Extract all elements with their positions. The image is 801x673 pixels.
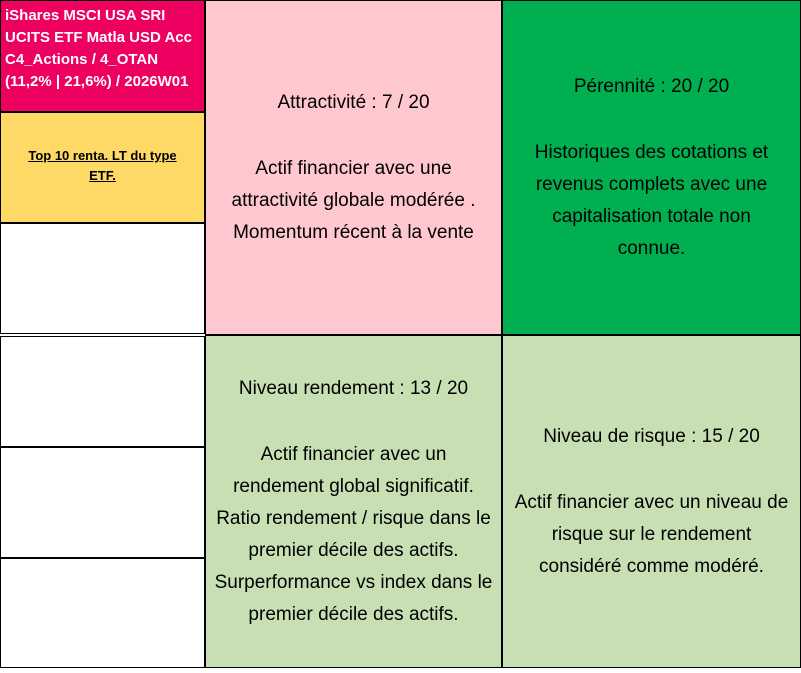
risque-panel: [502, 335, 801, 668]
empty-cell: [0, 558, 205, 668]
attractivite-line: Actif financier avec une: [255, 157, 452, 179]
category-note-cell: [0, 112, 205, 223]
fund-title-line: UCITS ETF Matla USD Acc: [5, 29, 192, 46]
rendement-title: Niveau rendement : 13 / 20: [238, 377, 469, 399]
fund-title-line: (11,2% | 21,6%) / 2026W01: [5, 73, 189, 90]
attractivite-panel: [205, 0, 502, 335]
risque-line: Actif financier avec un niveau de: [514, 491, 789, 513]
fund-title-cell: [0, 0, 205, 112]
risque-line: considéré comme modéré.: [539, 555, 764, 577]
perennite-title: Pérennité : 20 / 20: [573, 75, 730, 97]
rendement-line: rendement global significatif.: [233, 475, 474, 497]
category-note-line: ETF.: [89, 168, 116, 183]
attractivite-line: attractivité globale modérée .: [231, 189, 476, 211]
perennite-panel: [502, 0, 801, 335]
rendement-line: Surperformance vs index dans le: [214, 571, 493, 593]
risque-line: risque sur le rendement: [551, 523, 752, 545]
perennite-line: revenus complets avec une: [535, 173, 768, 195]
rendement-line: Ratio rendement / risque dans le: [216, 507, 491, 529]
rendement-line: premier décile des actifs.: [248, 603, 459, 625]
fund-title-line: iShares MSCI USA SRI: [5, 7, 166, 24]
empty-cell: [0, 447, 205, 558]
attractivite-title: Attractivité : 7 / 20: [277, 91, 430, 113]
perennite-line: capitalisation totale non: [552, 205, 751, 227]
rendement-line: Actif financier avec un: [260, 443, 447, 465]
empty-cell: [0, 336, 205, 447]
empty-cell: [0, 223, 205, 334]
fund-title-line: C4_Actions / 4_OTAN: [5, 51, 159, 68]
category-note-line: Top 10 renta. LT du type: [28, 148, 177, 163]
rendement-panel: [205, 335, 502, 668]
rendement-line: premier décile des actifs.: [248, 539, 459, 561]
risque-title: Niveau de risque : 15 / 20: [543, 425, 760, 447]
perennite-line: Historiques des cotations et: [534, 141, 769, 163]
attractivite-line: Momentum récent à la vente: [233, 221, 474, 243]
perennite-line: connue.: [617, 237, 686, 259]
